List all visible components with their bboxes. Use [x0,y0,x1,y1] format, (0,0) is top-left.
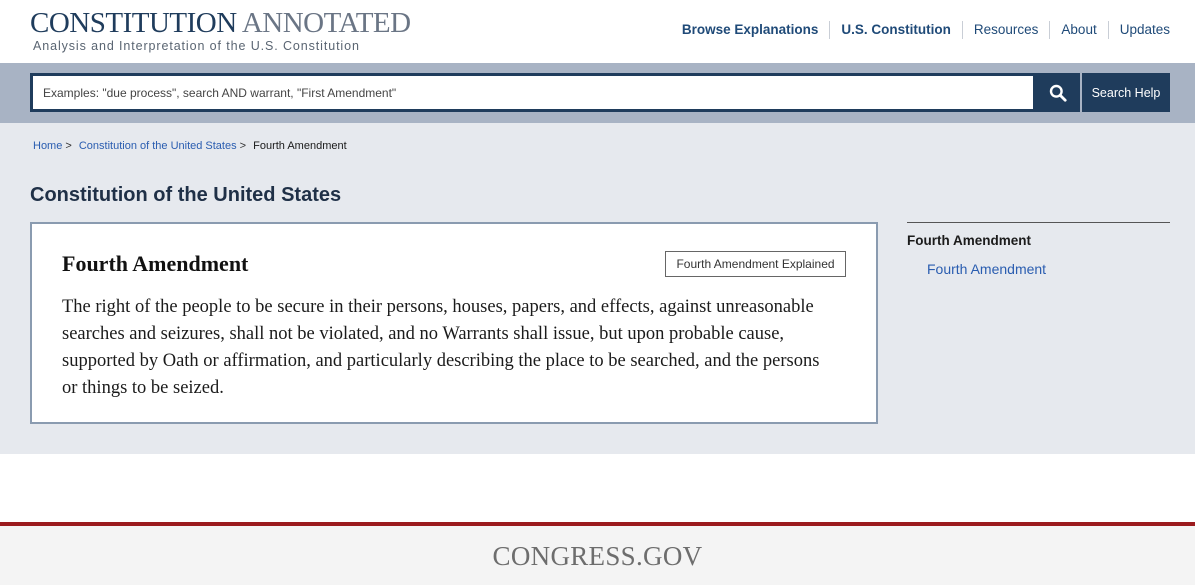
nav-updates[interactable]: Updates [1108,21,1181,39]
search-icon [1049,84,1067,102]
amendment-card [30,222,878,424]
nav-about[interactable]: About [1049,21,1107,39]
search-help-button[interactable]: Search Help [1082,73,1170,112]
sidebar-toc [907,222,1170,277]
logo-secondary: ANNOTATED [241,7,411,39]
amendment-text: The right of the people to be secure in their persons, houses, papers, and effects, against unreasonable searches and seizures, shall not be violated, and no Warrants shall issue, but upon probable cause, supported by Oath or affirmation, and particularly describing the place to be searched, and the persons or things to be seized. [62,297,820,398]
breadcrumb-home[interactable]: Home [33,140,63,152]
amendment-heading: Fourth Amendment [62,251,249,276]
sidebar-heading: Fourth Amendment [907,233,1031,248]
logo-title [30,9,411,38]
nav-us-constitution[interactable]: U.S. Constitution [829,21,961,39]
logo-primary: CONSTITUTION [30,7,237,39]
sidebar-link-fourth-amendment[interactable]: Fourth Amendment [927,261,1047,277]
site-header [0,0,1195,63]
breadcrumb-current: Fourth Amendment [253,140,347,152]
nav-browse-explanations[interactable]: Browse Explanations [681,22,819,37]
main-content [0,123,1195,454]
search-bar [0,63,1195,123]
amendment-explained-button[interactable]: Fourth Amendment Explained [665,251,846,277]
congress-gov-logo[interactable]: CONGRESS.GOV [492,541,703,571]
site-logo[interactable] [30,9,411,53]
main-nav [671,21,1181,39]
search-field-wrapper [30,73,1036,112]
nav-resources[interactable]: Resources [962,21,1050,39]
breadcrumb-separator: > [65,140,72,152]
search-button[interactable] [1036,73,1080,112]
page-title: Constitution of the United States [30,184,342,206]
search-input[interactable] [33,76,1033,109]
logo-tagline: Analysis and Interpretation of the U.S. Constitution [33,39,360,53]
breadcrumb [33,140,347,152]
breadcrumb-constitution[interactable]: Constitution of the United States [78,140,237,152]
site-footer [0,522,1195,585]
breadcrumb-separator: > [239,140,247,152]
